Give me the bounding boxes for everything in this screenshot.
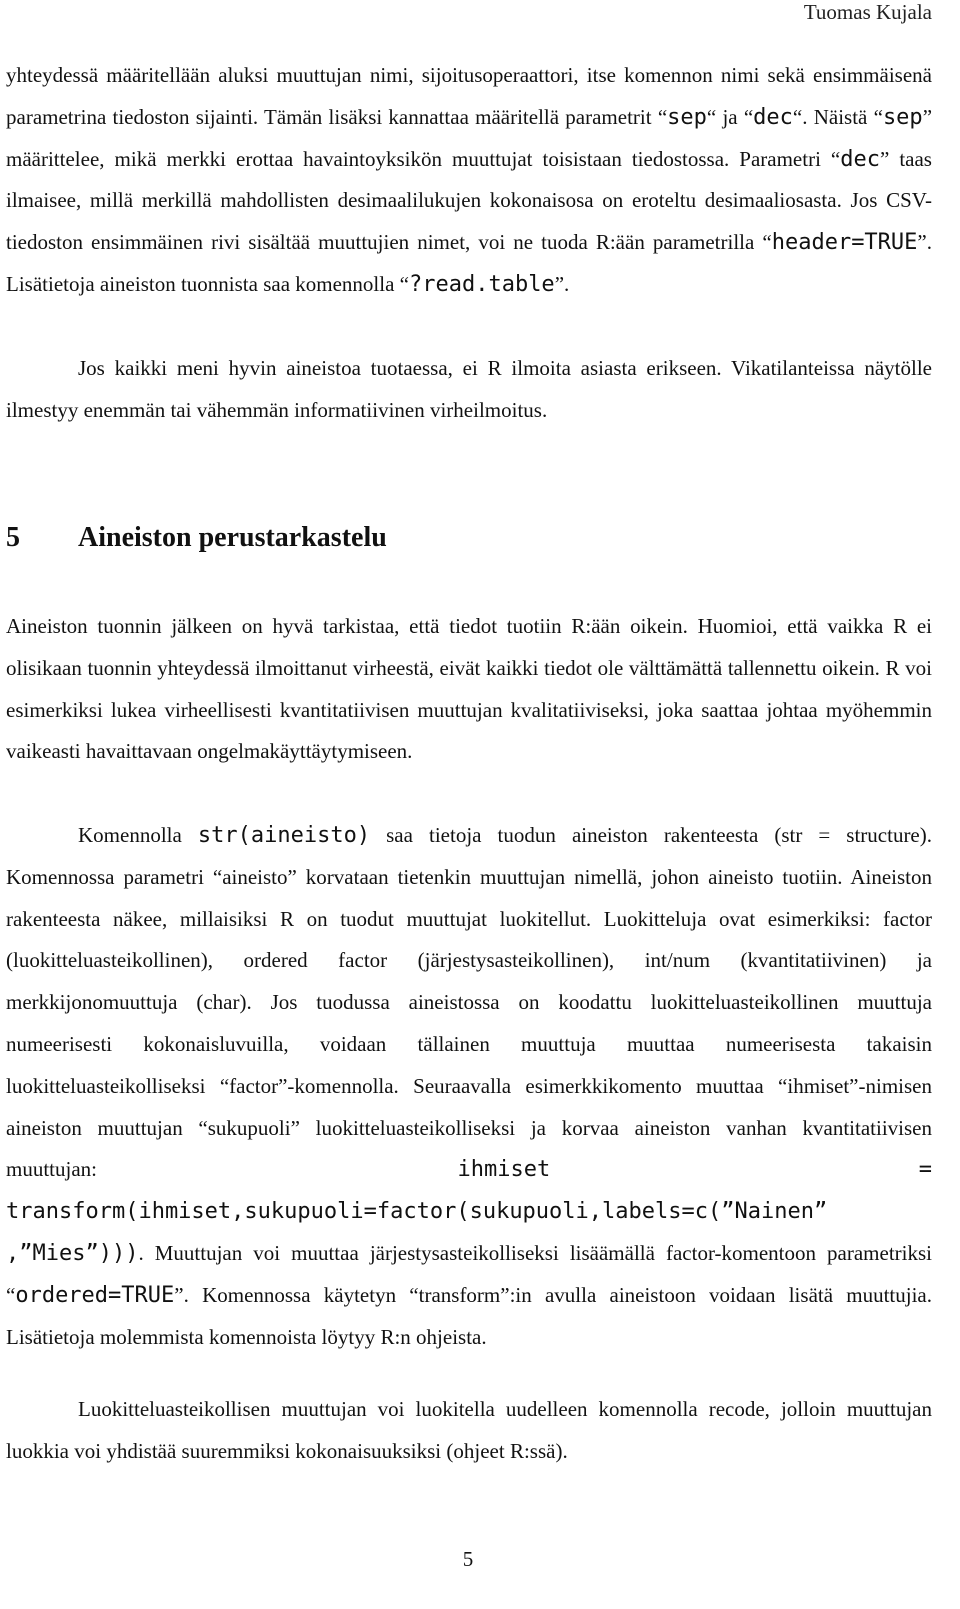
text-run: ”. Komennossa käytetyn “transform”:in avulla aineistoon voidaan lisätä muuttujia. Lisätietoja molemmista komennoista löytyy R:n ohjeista. — [6, 1282, 932, 1349]
inline-code: ?read.table — [408, 271, 555, 297]
section-number: 5 — [6, 522, 20, 553]
text-run: Komennolla — [78, 823, 198, 847]
inline-code: sep — [667, 104, 707, 130]
text-run: ” määrittelee, mikä merkki erottaa havaintoyksikön muuttujat toisistaan tiedostossa. Parametri “ — [6, 104, 933, 171]
inline-code: dec — [840, 146, 880, 172]
text-run: ”. — [554, 271, 570, 296]
inline-code-transform: ihmiset = transform(ihmiset,sukupuoli=factor(sukupuoli,labels=c(”Nainen” ,”Mies”))) — [6, 1157, 932, 1266]
text-run: “. Näistä “ — [792, 104, 883, 129]
inline-code: ordered=TRUE — [15, 1282, 175, 1308]
section-heading — [6, 518, 932, 558]
text-run: ”. Lisätietoja aineiston tuonnista saa komennolla “ — [6, 230, 932, 296]
text-run: . Muuttujan voi muuttaa järjestysasteikolliseksi lisäämällä factor-komentoon parametriksi “ — [6, 1240, 932, 1307]
section-paragraph-3: Luokitteluasteikollisen muuttujan voi luokitella uudelleen komennolla recode, jolloin muuttujan luokkia voi yhdistää suuremmiksi kokonaisuuksiksi (ohjeet R:ssä). — [6, 1397, 932, 1463]
inline-code: sep — [882, 104, 923, 130]
text-run: ” taas ilmaisee, millä merkillä mahdollisten desimaalilukujen kokonaisosa on eroteltu desimaaliosasta. Jos CSV-tiedoston ensimmäinen rivi sisältää muuttujien nimet, voi ne tuoda R:ään parametrilla “ — [6, 146, 932, 255]
intro-paragraph — [6, 55, 932, 306]
inline-code: str(aineisto) — [197, 823, 371, 848]
page-number: 5 — [462, 1547, 474, 1571]
text-run: saa tietoja tuodun aineiston rakenteesta (str = structure). Komennossa parametri “aineisto” korvataan tietenkin muuttujan nimellä, johon aineisto tuotiin. Aineiston rakenteesta näkee, millaisiksi R on tuodut muuttujat luokitellut. Luokitteluja ovat esimerkiksi: factor (luokitteluasteikollinen), ordered factor (järjestysasteikollinen), int/num (kvantitatiivinen) ja merkkijonomuuttuja (char). Jos tuodussa aineistossa on koodattu luokitteluasteikollinen muuttuja numeerisesti kokonaisluvuilla, voidaan tällainen muuttuja muuttaa numeerisesta takaisin luokitteluasteikolliseksi “factor”-komennolla. Seuraavalla esimerkkikomento muuttaa “ihmiset”-nimisen aineiston muuttujan “sukupuoli” luokitteluasteikolliseksi ja korvaa aineiston vanhan kvantitatiivisen muuttujan: — [6, 823, 932, 1182]
running-header-author: Tuomas Kujala — [803, 0, 932, 24]
section-paragraph-1: Aineiston tuonnin jälkeen on hyvä tarkistaa, että tiedot tuotiin R:ään oikein. Huomioi, että vaikka R ei olisikaan tuonnin yhteydessä ilmoittanut virheestä, eivät kaikki tiedot ole välttämättä tallennettu oikein. R voi esimerkiksi lukea virheellisesti kvantitatiivisen muuttujan kvalitatiiviseksi, joka saattaa johtaa myöhemmin vaikeasti havaittavaan ongelmakäyttäytymiseen. — [6, 614, 932, 764]
section-paragraph-2 — [6, 815, 932, 1358]
import-ok-paragraph: Jos kaikki meni hyvin aineistoa tuotaessa, ei R ilmoita asiasta erikseen. Vikatilanteissa näytölle ilmestyy enemmän tai vähemmän informatiivinen virheilmoitus. — [6, 356, 932, 422]
section-title: Aineiston perustarkastelu — [78, 522, 387, 553]
inline-code: dec — [753, 104, 793, 130]
text-run: yhteydessä määritellään aluksi muuttujan nimi, sijoitusoperaattori, itse komennon nimi sekä ensimmäisenä parametrina tiedoston sijainti. Tämän lisäksi kannattaa määritellä parametrit “ — [6, 63, 932, 129]
inline-code: header=TRUE — [771, 230, 918, 256]
text-run: “ ja “ — [706, 104, 754, 129]
